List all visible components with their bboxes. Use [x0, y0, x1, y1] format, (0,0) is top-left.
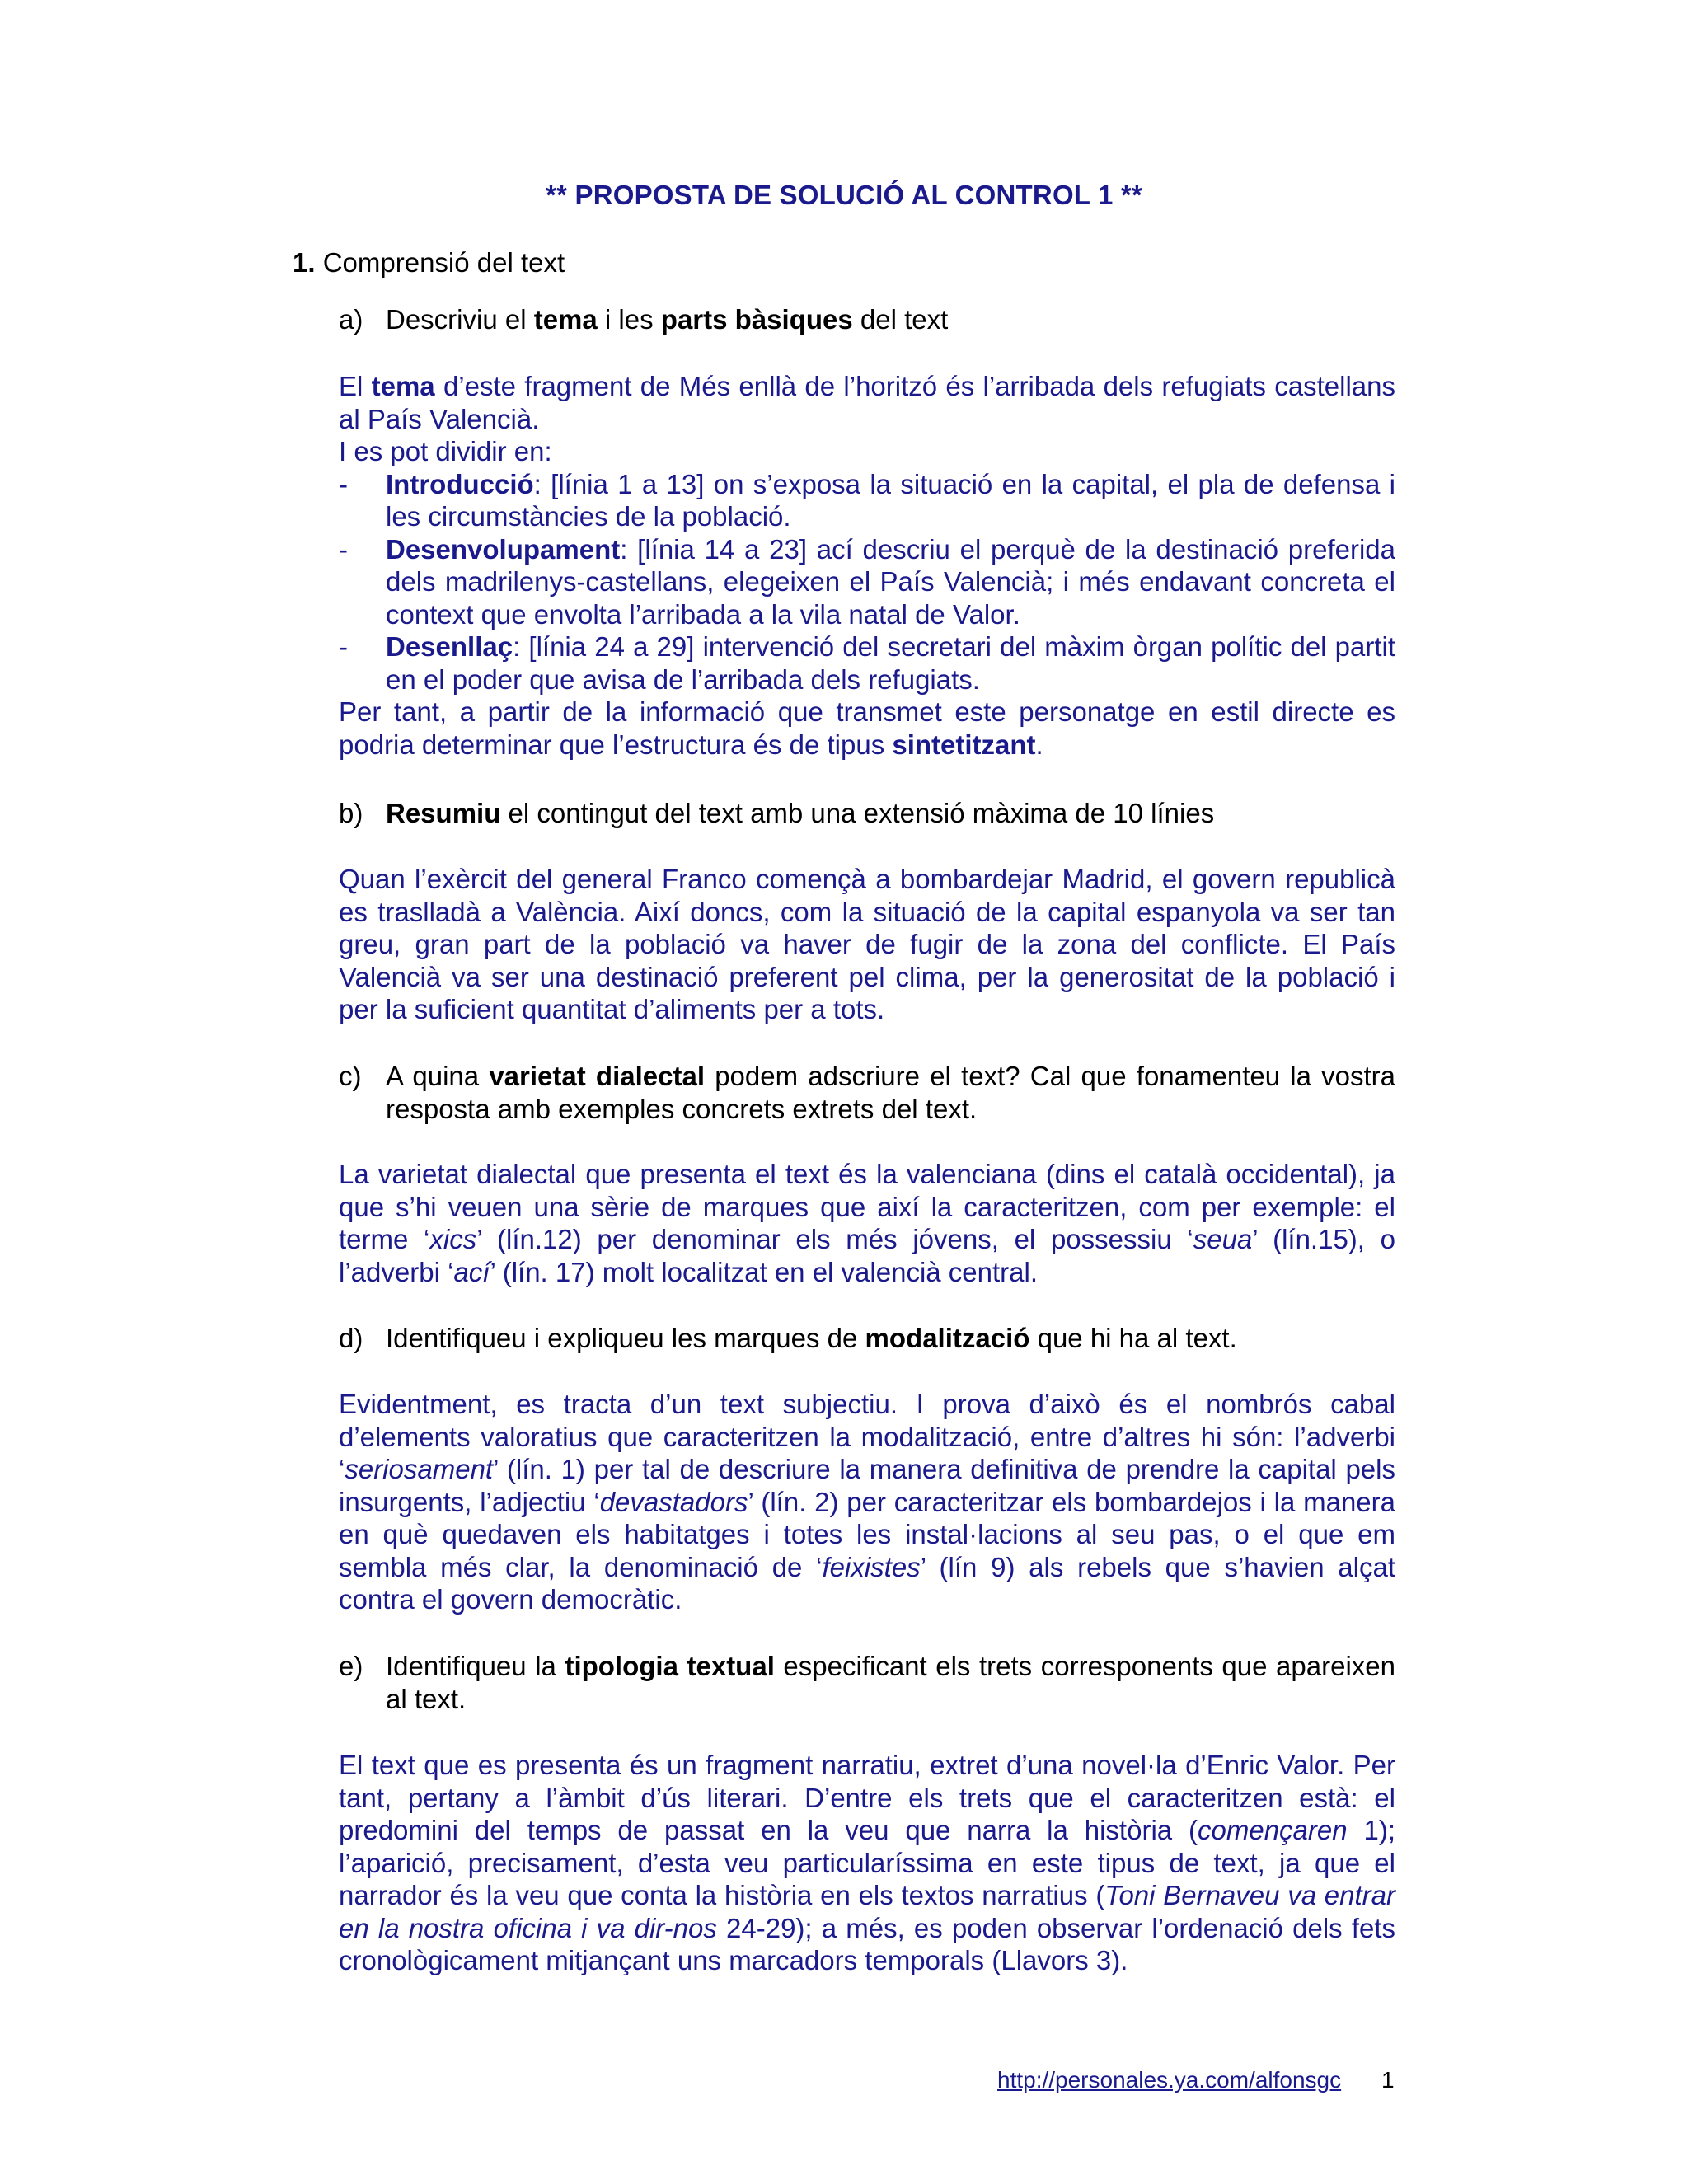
footer-link[interactable]: http://personales.ya.com/alfonsgc: [997, 2067, 1342, 2093]
question-label: a): [339, 304, 363, 335]
question-c: [339, 1060, 1395, 1125]
question-label: b): [339, 798, 363, 828]
footer-link-container: [997, 2067, 1341, 2093]
answer-paragraph: El tema d’este fragment de Més enllà de l’horitzó és l’arribada dels refugiats castellans al País Valencià.: [339, 371, 1395, 434]
answer-paragraph: Per tant, a partir de la informació que transmet este personatge en estil directe es podria determinar que l’estructura és de tipus sintetitzant.: [339, 696, 1395, 760]
question-text: Identifiqueu la tipologia textual especificant els trets corresponents que apareixen al text.: [386, 1651, 1395, 1714]
answer-b: Quan l’exèrcit del general Franco començà a bombardejar Madrid, el govern republicà es traslladà a València. Així doncs, com la situació de la capital espanyola va ser tan greu, gran part de la població va haver de fugir de la zona del conflicte. El País Valencià va ser una destinació preferent pel clima, per la generositat de la població i per la suficient quantitat d’aliments per a tots.: [339, 864, 1395, 1024]
answer-paragraph: I es pot dividir en:: [339, 436, 552, 466]
section-label: Comprensió del text: [322, 247, 565, 278]
list-item: - Desenllaç: [línia 24 a 29] intervenció del secretari del màxim òrgan polític del partit en el poder que avisa de l’arribada dels refugiats.: [339, 631, 1395, 695]
question-label: e): [339, 1651, 363, 1681]
list-item: - Introducció: [línia 1 a 13] on s’exposa la situació en la capital, el pla de defensa i les circumstàncies de la població.: [339, 468, 1395, 532]
question-label: d): [339, 1323, 363, 1353]
question-label: c): [339, 1061, 362, 1091]
question-d: [339, 1322, 1395, 1355]
question-e: [339, 1650, 1395, 1715]
section-number: 1.: [293, 247, 316, 278]
question-text: Identifiqueu i expliqueu les marques de modalització que hi ha al text.: [386, 1323, 1237, 1353]
question-text: Resumiu el contingut del text amb una extensió màxima de 10 línies: [386, 798, 1215, 828]
list-item: - Desenvolupament: [línia 14 a 23] ací descriu el perquè de la destinació preferida dels madrilenys-castellans, elegeixen el País Valencià; i més endavant concreta el context que envolta l’arribada a la vila natal de Valor.: [339, 533, 1395, 630]
answer-d: Evidentment, es tracta d’un text subjectiu. I prova d’això és el nombrós cabal d’elements valoratius que caracteritzen la modalització, entre d’altres hi són: l’adverbi ‘seriosament’ (lín. 1) per tal de descriure la manera definitiva de prendre la capital pels insurgents, l’adjectiu ‘devastadors’ (lín. 2) per caracteritzar els bombardejos i la manera en què quedaven els habitatges i totes les instal·lacions al seu pas, o el que em sembla més clar, la denominació de ‘feixistes’ (lín 9) als rebels que s’havien alçat contra el govern democràtic.: [339, 1389, 1395, 1615]
answer-a: [339, 370, 1395, 761]
question-text: Descriviu el tema i les parts bàsiques del text: [386, 304, 949, 335]
answer-c: La varietat dialectal que presenta el text és la valenciana (dins el català occidental), ja que s’hi veuen una sèrie de marques que així la caracteritzen, com per exemple: el terme ‘xics’ (lín.12) per denominar els més jóvens, el possessiu ‘seua’ (lín.15), o l’adverbi ‘ací’ (lín. 17) molt localitzat en el valencià central.: [339, 1159, 1395, 1287]
section-heading: [293, 247, 565, 279]
question-b: [339, 797, 1395, 830]
page-title: ** PROPOSTA DE SOLUCIÓ AL CONTROL 1 **: [546, 180, 1142, 210]
answer-e: El text que es presenta és un fragment narratiu, extret d’una novel·la d’Enric Valor. Per tant, pertany a l’àmbit d’ús literari. D’entre els trets que el caracteritzen està: el predomini del temps de passat en la veu que narra la història (començaren 1); l’aparició, precisament, d’esta veu particularíssima en este tipus de text, ja que el narrador és la veu que conta la història en els textos narratius (Toni Bernaveu va entrar en la nostra oficina i va dir-nos 24-29); a més, es poden observar l’ordenació dels fets cronològicament mitjançant uns marcadors temporals (Llavors 3).: [339, 1750, 1396, 1975]
question-text: A quina varietat dialectal podem adscriure el text? Cal que fonamenteu la vostra resposta amb exemples concrets extrets del text.: [386, 1061, 1395, 1124]
page-number: 1: [1381, 2067, 1395, 2093]
question-a: [339, 303, 1395, 336]
